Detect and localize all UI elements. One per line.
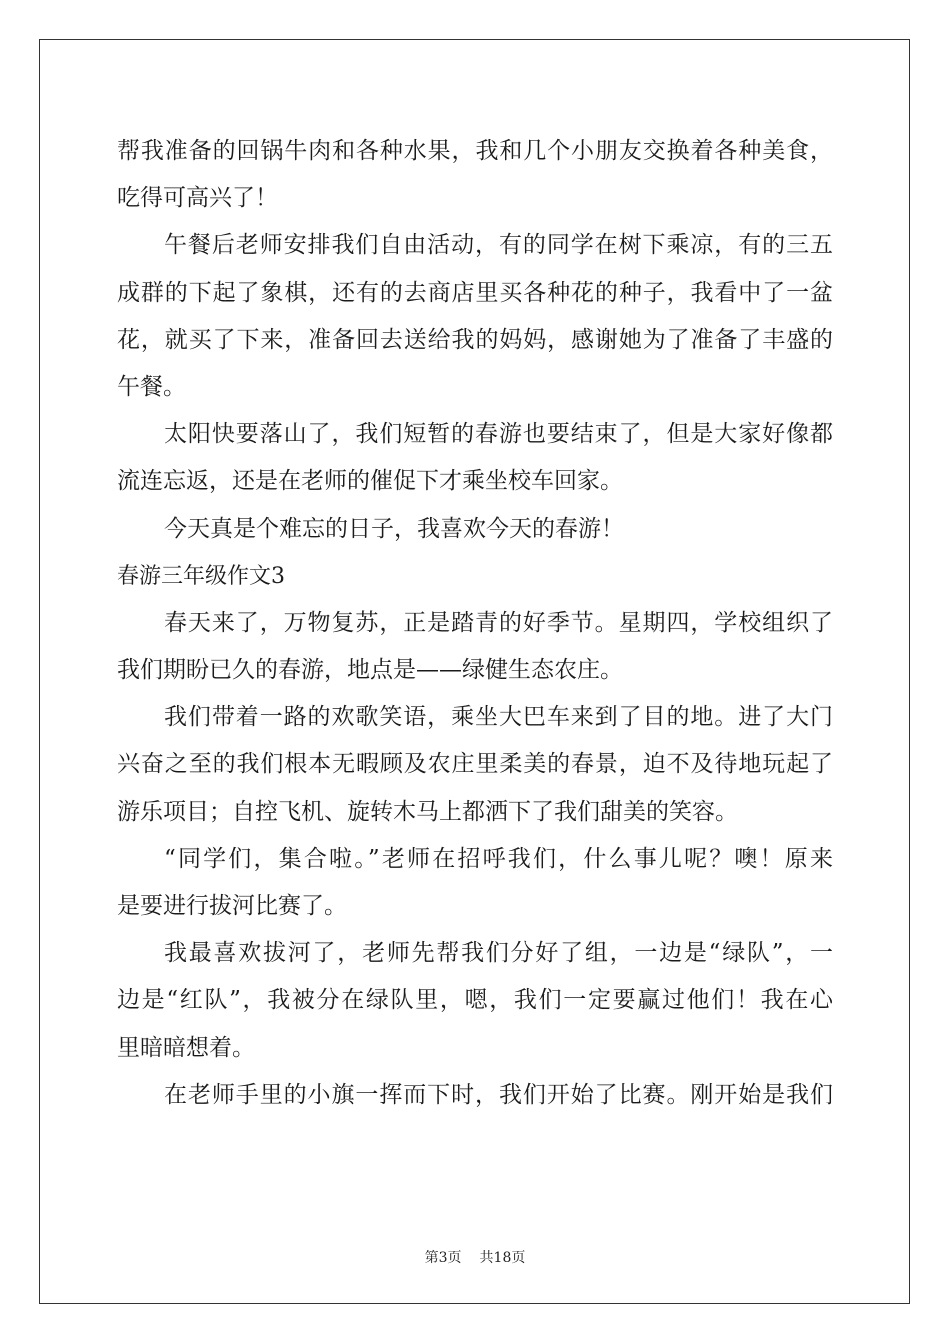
section-heading: 春游三年级作文3: [117, 563, 285, 589]
paragraph-start: 今天真是个难忘的日子，我喜欢今天的春游！: [164, 515, 624, 542]
text-line: 兴奋之至的我们根本无暇顾及农庄里柔美的春景，迫不及待地玩起了: [117, 751, 833, 778]
text-line: 成群的下起了象棋，还有的去商店里买各种花的种子，我看中了一盆: [117, 279, 833, 306]
text-line: 午餐。: [117, 373, 186, 400]
page-number: 第3页: [424, 1250, 462, 1266]
text-line: 边是“红队”，我被分在绿队里，嗯，我们一定要赢过他们！我在心: [117, 987, 833, 1014]
text-line: 是要进行拔河比赛了。: [117, 893, 347, 919]
text-line: 流连忘返，还是在老师的催促下才乘坐校车回家。: [117, 468, 623, 495]
text-line: 里暗暗想着。: [117, 1034, 255, 1061]
document-body: [117, 128, 833, 1119]
text-line: 花，就买了下来，准备回去送给我的妈妈，感谢她为了准备了丰盛的: [117, 326, 833, 353]
paragraph-start: “同学们，集合啦。”老师在招呼我们，什么事儿呢？噢！原来: [164, 845, 833, 872]
paragraph-start: 春天来了，万物复苏，正是踏青的好季节。星期四，学校组织了: [164, 609, 833, 636]
paragraph-start: 我们带着一路的欢歌笑语，乘坐大巴车来到了目的地。进了大门: [164, 704, 833, 731]
text-line: 帮我准备的回锅牛肉和各种水果，我和几个小朋友交换着各种美食，: [117, 138, 833, 164]
text-line: 我们期盼已久的春游，地点是——绿健生态农庄。: [117, 657, 623, 684]
paragraph-start: 在老师手里的小旗一挥而下时，我们开始了比赛。刚开始是我们: [164, 1081, 833, 1108]
text-line: 吃得可高兴了！: [117, 185, 278, 212]
text-line: 游乐项目；自控飞机、旋转木马上都洒下了我们甜美的笑容。: [117, 798, 738, 825]
paragraph-start: 太阳快要落山了，我们短暂的春游也要结束了，但是大家好像都: [164, 421, 833, 448]
paragraph-start: 我最喜欢拔河了，老师先帮我们分好了组，一边是“绿队”，一: [164, 940, 833, 967]
page-footer: [0, 1247, 950, 1267]
paragraph-start: 午餐后老师安排我们自由活动，有的同学在树下乘凉，有的三五: [164, 232, 833, 259]
page-total: 共18页: [479, 1250, 526, 1266]
